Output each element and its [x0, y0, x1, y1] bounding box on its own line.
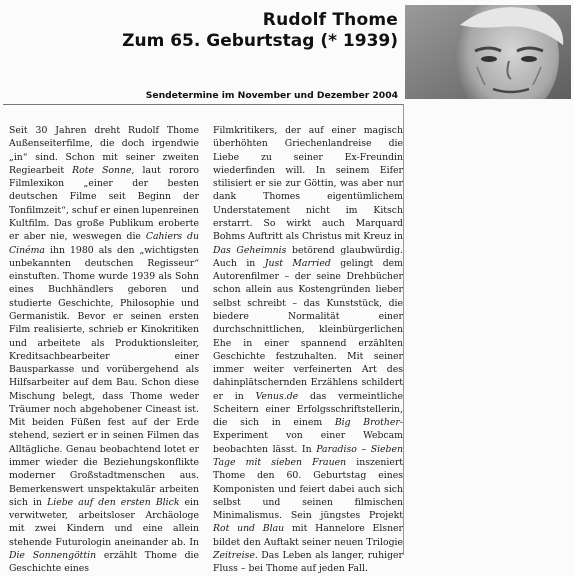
italic-title: Liebe auf den ersten Blick [47, 496, 180, 508]
italic-title: Big Brother [334, 417, 400, 429]
italic-title: Paradiso – Sieben Tage mit sieben Frauen [213, 443, 403, 469]
body-text: betörend glaubwürdig. Auch in [213, 244, 403, 269]
italic-title: Rote Sonne [72, 164, 132, 176]
body-text: erzählt Thome die Geschichte eines [9, 550, 200, 575]
body-text: . Das Leben als langer, ruhiger Fluss – bei Thome auf jeden Fall. [213, 550, 403, 575]
italic-title: Das Geheimnis [213, 244, 287, 256]
article-subtitle: Zum 65. Geburtstag (* 1939) [122, 31, 398, 51]
article-column-1 [9, 124, 199, 576]
body-text: Filmkritikers, der auf einer magisch überhöhten Griechenlandreise die Liebe zu seiner Ex-Freundin wiederfinden will. In seinem Eifer stilisiert er sie zur Göttin, was aber nur dank Thomes eigentümlichem Understatement nicht im Kitsch erstarrt. So wirkt auch Marquard Bohms Auftritt als Christus mit Kreuz in [213, 125, 403, 243]
italic-title: Die Sonnengöttin [9, 550, 97, 561]
italic-title: Just Married [264, 257, 331, 269]
header-divider [3, 104, 404, 105]
italic-title: Zeitreise [213, 550, 255, 561]
portrait-photo [405, 5, 571, 99]
body-text: gelingt dem Autorenfilmer – der seine Drehbücher schon allein aus Kostengründen lieber selbst schreibt – das Kunststück, die biedere Normalität einer durchschnittlichen, kleinbürgerlichen Ehe in einer spannend erzählten Geschichte festzuhalten. Mit seiner immer weiter verfeinerten Art des dahinplätschernden Erzählens schildert er in [213, 257, 403, 402]
body-text: -Experiment von einer Webcam beobachten lässt. In [213, 417, 403, 455]
sidebar-divider [403, 104, 404, 555]
article-name: Rudolf Thome [262, 10, 398, 30]
italic-title: Venus.de [255, 390, 299, 402]
body-text: ein verwitweter, arbeitsloser Archäologe mit zwei Kindern und eine allein stehende Futurologin aneinander ab. In [9, 496, 199, 548]
body-text: ihn 1980 als den „wichtigsten unbekannten deutschen Regisseur“ einstuften. Thome wurde 1939 als Sohn eines Buchhändlers geboren und studierte Geschichte, Philosophie und Germanistik. Bevor er seinen ersten Film realisierte, schrieb er Kinokritiken und arbeitete als Produktionsleiter, Kreditsachbearbeiter einer Bausparkasse und vorübergehend als Hilfsarbeiter auf dem Bau. Schon diese Mischung belegt, dass Thome weder Träumer noch abgehobener Cineast ist. Mit beiden Füßen fest auf der Erde stehend, seziert er in seinen Filmen das Alltägliche. Genau beobachtend lotet er immer wieder die Beziehungskonflikte moderner Großstadtmenschen aus. Bemerkenswert unspektakulär arbeiten sich in [9, 244, 199, 508]
body-text: das vermeintliche Scheitern einer Erfolgsschriftstellerin, die sich in einem [213, 390, 403, 429]
body-text: , laut rororo Filmlexikon „einer der besten deutschen Filme seit Beginn der Tonfilmzeit“, schuf er einen lupenreinen Kultfilm. Das große Publikum eroberte er aber nie, weswegen die [9, 164, 199, 243]
body-text: Seit 30 Jahren dreht Rudolf Thome Außenseiterfilme, die doch irgendwie „in“ sind. Schon mit seiner zweiten Regiearbeit [9, 125, 199, 176]
portrait-icon [405, 5, 571, 99]
article-header [122, 10, 398, 52]
broadcast-dates: Sendetermine im November und Dezember 2004 [145, 90, 398, 101]
body-text: mit Hannelore Elsner bildet den Auftakt seiner neuen Trilogie [213, 523, 403, 548]
article-column-2 [213, 124, 403, 576]
italic-title: Cahiers du Cinéma [9, 231, 199, 256]
body-text: inszeniert Thome den 60. Geburtstag eines Komponisten und feiert dabei auch sich selbst und seinen filmischen Minimalismus. Sein jüngstes Projekt [213, 457, 404, 522]
italic-title: Rot und Blau [213, 523, 285, 535]
